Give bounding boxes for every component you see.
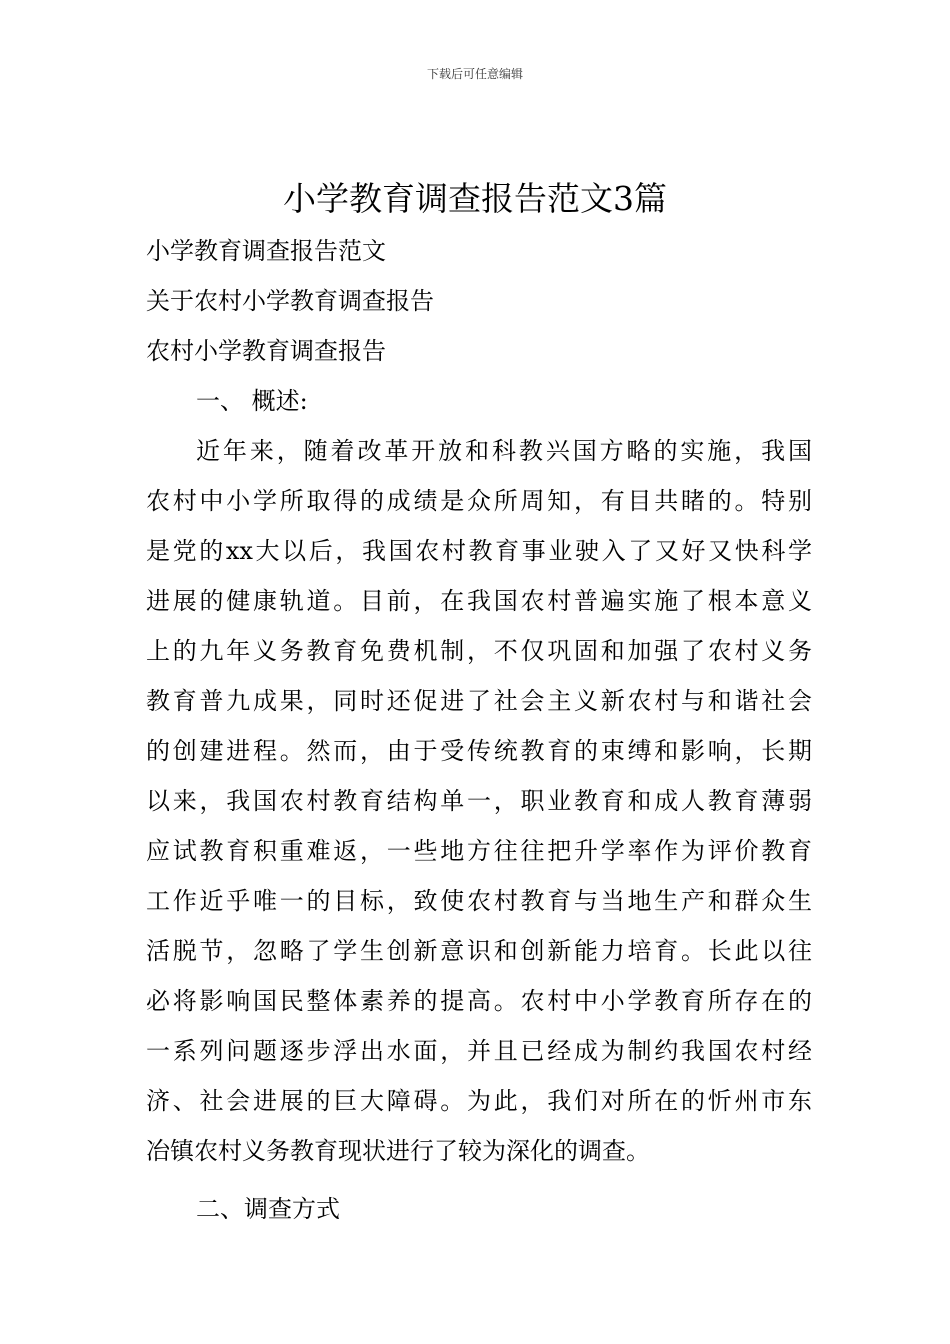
paragraph-overview [146, 426, 812, 1176]
paragraph-line: 的创建进程。然而，由于受传统教育的束缚和影响，长期 [146, 737, 812, 765]
paragraph-line: 农村中小学所取得的成绩是众所周知，有目共睹的。特别 [146, 487, 812, 515]
document-title: 小学教育调查报告范文3篇 [283, 179, 667, 218]
paragraph-line: 工作近乎唯一的目标，致使农村教育与当地生产和群众生 [146, 887, 812, 915]
paragraph-line: 活脱节，忽略了学生创新意识和创新能力培育。长此以往 [146, 937, 812, 965]
paragraph-line: 必将影响国民整体素养的提高。农村中小学教育所存在的 [146, 987, 812, 1015]
paragraph-line: 进展的健康轨道。目前，在我国农村普遍实施了根本意义 [146, 587, 812, 615]
page-header-note: 下载后可任意编辑 [426, 67, 523, 81]
paragraph-line: 济、社会进展的巨大障碍。为此，我们对所在的忻州市东 [146, 1087, 812, 1115]
paragraph-line: 应试教育积重难返，一些地方往往把升学率作为评价教育 [146, 837, 812, 865]
section-heading-survey-method: 二、调查方式 [196, 1195, 340, 1223]
subheading-3: 农村小学教育调查报告 [146, 337, 386, 365]
paragraph-line: 教育普九成果，同时还促进了社会主义新农村与和谐社会 [146, 687, 812, 715]
paragraph-line: 上的九年义务教育免费机制，不仅巩固和加强了农村义务 [146, 637, 812, 665]
paragraph-line: 一系列问题逐步浮出水面，并且已经成为制约我国农村经 [146, 1037, 812, 1065]
subheading-1: 小学教育调查报告范文 [146, 237, 386, 265]
subheading-2: 关于农村小学教育调查报告 [146, 287, 434, 315]
paragraph-line: 以来，我国农村教育结构单一，职业教育和成人教育薄弱 [146, 787, 812, 815]
paragraph-line: 是党的xx大以后，我国农村教育事业驶入了又好又快科学 [146, 537, 812, 565]
section-heading-overview: 一、 概述: [196, 387, 308, 415]
paragraph-line: 近年来，随着改革开放和科教兴国方略的实施，我国 [196, 437, 812, 465]
document-body [146, 226, 812, 1234]
paragraph-line: 冶镇农村义务教育现状进行了较为深化的调查。 [146, 1137, 650, 1165]
